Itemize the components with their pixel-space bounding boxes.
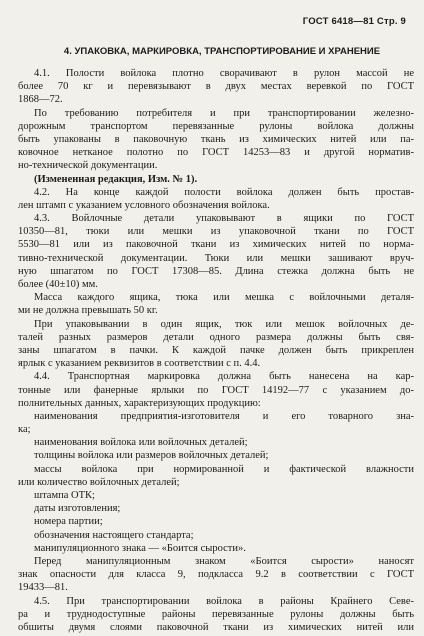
text-line: ка; (18, 424, 31, 436)
body-text (18, 67, 414, 634)
text-line: быть упакованы в паковочную ткань из химических нитей или па- (18, 133, 414, 145)
text-line: талей разных размеров детали одного размера должны быть свя- (18, 331, 414, 343)
text-line: обшиты двумя слоями паковочной ткани из химических нитей или (18, 621, 414, 633)
text-line: заны шпагатом в пачки. К каждой пачке должен быть прикреплен (18, 344, 414, 356)
text-line: 10350—81, тюки или мешки из упаковочной ткани по ГОСТ (18, 226, 414, 238)
page-header: ГОСТ 6418—81 Стр. 9 (302, 16, 406, 27)
text-line: более 70 кг и перевязывают в двух местах веревкой по ГОСТ (18, 81, 414, 93)
text-line: полнительных данных, характеризующих продукцию: (18, 397, 261, 409)
text-line: лен штамп с указанием условного обозначения войлока. (18, 199, 270, 211)
text-line: ковочное нетканое полотно по ГОСТ 14253—83 и другой норматив- (18, 147, 414, 159)
text-line: но-технической документации. (18, 160, 158, 172)
text-line: 4.1. Полости войлока плотно сворачивают в рулон массой не (34, 68, 414, 79)
text-line: обозначения настоящего стандарта; (34, 529, 194, 541)
text-line: ную шпагатом по ГОСТ 17308—85. Длина стежка должна быть не (18, 265, 414, 277)
text-line: тивно-технической документации. Тюки или мешки зашивают вруч- (18, 252, 414, 264)
text-line: 19433—81. (18, 582, 68, 594)
text-line: ми не должна превышать 50 кг. (18, 305, 158, 317)
text-line: По требованию потребителя и при транспортировании железно- (34, 107, 414, 119)
text-line: Масса каждого ящика, тюка или мешка с войлочными деталя- (34, 292, 414, 304)
text-line: знак опасности для класса 9, подкласса 9.2 в соответствии с ГОСТ (18, 569, 414, 581)
text-line: 5530—81 или из паковочной ткани из химических нитей по норма- (18, 239, 414, 251)
text-line: штампа ОТК; (34, 490, 95, 501)
text-line: толщины войлока или размеров войлочных деталей; (34, 450, 269, 462)
text-line: 4.3. Войлочные детали упаковывают в ящики по ГОСТ (34, 213, 414, 225)
text-line: ярлык с указанием реквизитов в соответствии с п. 4.4. (18, 358, 261, 370)
text-line: При упаковывании в один ящик, тюк или мешок войлочных де- (34, 318, 414, 330)
text-line: наименования предприятия-изготовителя и его товарного зна- (34, 410, 414, 422)
text-line: (Измененная редакция, Изм. № 1). (34, 173, 198, 185)
text-line: 4.5. При транспортировании войлока в районы Крайнего Севе- (34, 595, 414, 607)
text-line: дорожным транспортом перевязанные рулоны войлока должны (18, 120, 414, 132)
text-line: номера партии; (34, 516, 103, 528)
text-line: Перед манипуляционным знаком «Боится сырости» наносят (34, 555, 414, 567)
text-line: 4.4. Транспортная маркировка должна быть нанесена на кар- (34, 371, 414, 383)
text-line: 4.2. На конце каждой полости войлока должен быть простав- (34, 186, 414, 198)
text-line: ра и труднодоступные районы перевязанные рулоны должны быть (18, 608, 414, 620)
text-line: массы войлока при нормированной и фактической влажности (34, 463, 414, 475)
text-line: тонные или фанерные ярлыки по ГОСТ 14192—77 с указанием до- (18, 384, 414, 396)
text-line: даты изготовления; (34, 503, 121, 515)
text-line: манипуляционного знака — «Боится сырости». (34, 542, 246, 554)
text-line: или количество войлочных деталей; (18, 476, 180, 488)
text-line: более (40±10) мм. (18, 279, 98, 290)
section-title: 4. УПАКОВКА, МАРКИРОВКА, ТРАНСПОРТИРОВАНИЕ И ХРАНЕНИЕ (63, 46, 381, 57)
text-line: наименования войлока или войлочных деталей; (34, 437, 248, 449)
text-line: 1868—72. (18, 94, 63, 106)
